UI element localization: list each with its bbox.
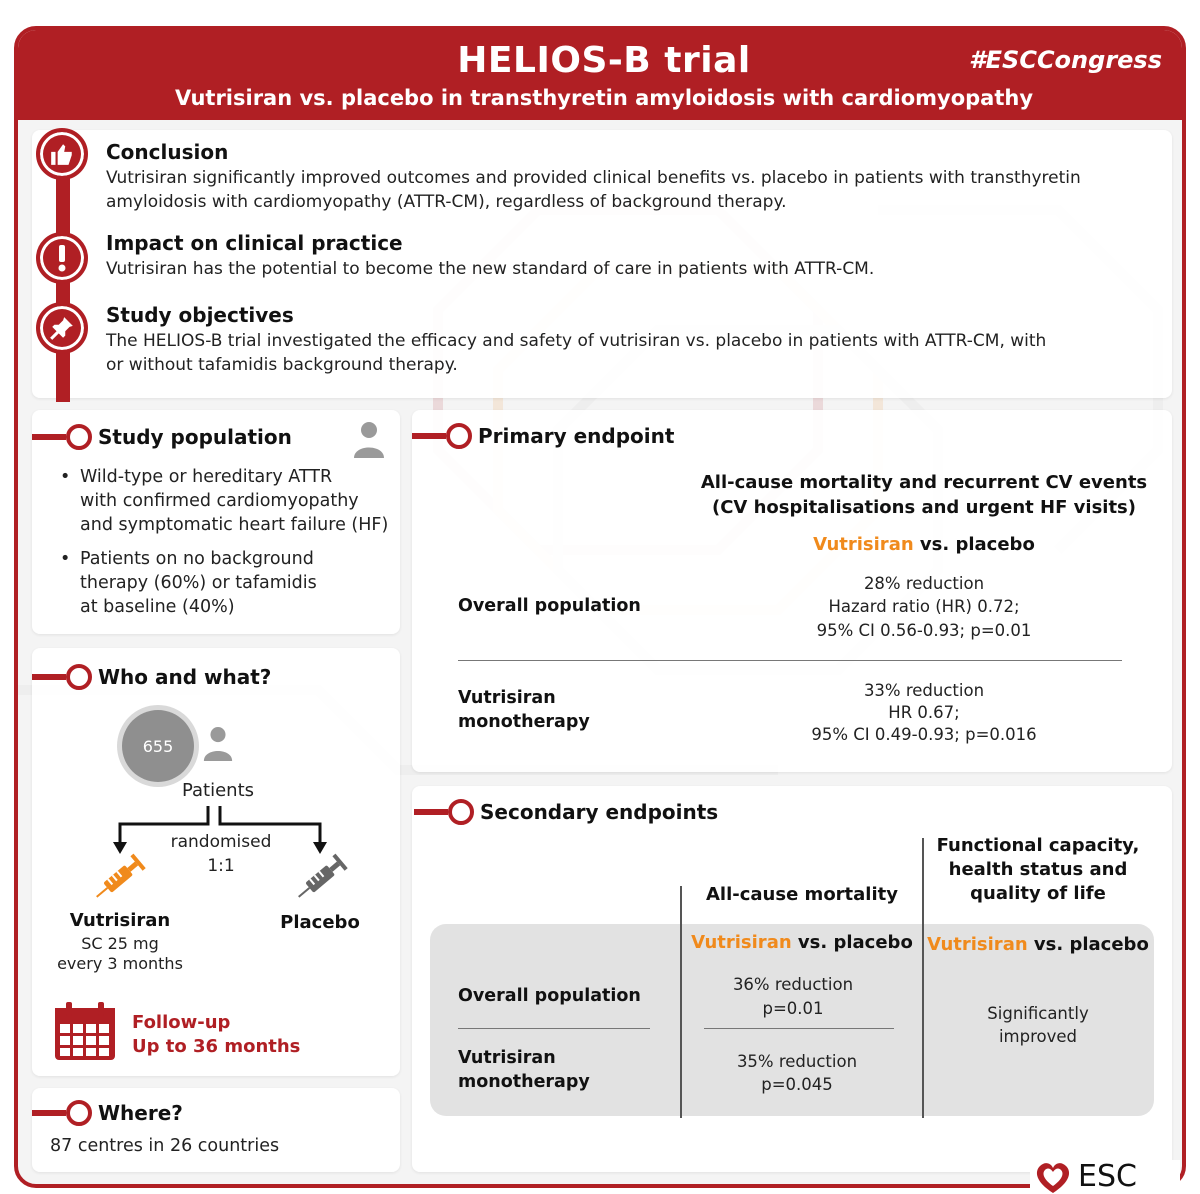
arm-vutrisiran-dose: SC 25 mg	[81, 934, 159, 953]
page-subtitle: Vutrisiran vs. placebo in transthyretin amyloidosis with cardiomyopathy	[174, 86, 1034, 110]
primary-row1-ci: 95% CI 0.56-0.93; p=0.01	[816, 621, 1032, 640]
primary-row1-label: Overall population	[458, 596, 641, 616]
primary-row1-reduction: 28% reduction	[863, 574, 985, 593]
followup-value: Up to 36 months	[132, 1036, 301, 1057]
primary-endpoint-heading: Primary endpoint	[478, 424, 675, 448]
secondary-row2-label-2: monotherapy	[458, 1072, 590, 1092]
secondary-row2-reduction: 35% reduction	[736, 1052, 858, 1071]
exclamation-icon	[36, 232, 88, 284]
calendar-icon	[52, 1000, 118, 1062]
where-heading: Where?	[98, 1101, 183, 1125]
person-icon	[352, 420, 386, 460]
secondary-col2-comparison: Vutrisiran vs. placebo	[927, 934, 1149, 955]
primary-row2-hr: HR 0.67;	[888, 703, 960, 722]
primary-comparison: Vutrisiran vs. placebo	[813, 534, 1035, 555]
objectives-heading: Study objectives	[106, 303, 294, 327]
infographic-frame	[14, 26, 1186, 1188]
study-population-heading: Study population	[98, 425, 292, 449]
syringe-icon	[292, 850, 352, 906]
person-icon	[202, 724, 234, 764]
secondary-col1-comparison: Vutrisiran vs. placebo	[691, 932, 913, 953]
pin-icon	[36, 302, 88, 354]
arm-vutrisiran-frequency: every 3 months	[57, 954, 183, 973]
patient-count: 655	[142, 736, 174, 756]
who-what-heading: Who and what?	[98, 665, 272, 689]
secondary-row1-pvalue: p=0.01	[762, 999, 824, 1018]
primary-row2-ci: 95% CI 0.49-0.93; p=0.016	[811, 725, 1037, 744]
arm-placebo-name: Placebo	[280, 912, 360, 933]
secondary-column-divider-1	[680, 886, 682, 1118]
impact-text: Vutrisiran has the potential to become the new standard of care in patients with ATTR-CM.	[106, 259, 875, 279]
primary-divider	[458, 660, 1122, 661]
secondary-col1-header: All-cause mortality	[706, 884, 898, 905]
secondary-divider-middle	[704, 1028, 894, 1029]
secondary-row1-reduction: 36% reduction	[732, 975, 854, 994]
secondary-col2-result-2: improved	[998, 1027, 1078, 1046]
secondary-col2-header-2: health status and	[948, 859, 1128, 880]
thumbs-up-icon	[36, 128, 88, 180]
primary-endpoint-definition-2: (CV hospitalisations and urgent HF visits)	[711, 497, 1136, 518]
objectives-text-2: or without tafamidis background therapy.	[106, 355, 458, 375]
primary-row2-reduction: 33% reduction	[863, 681, 985, 700]
header-banner	[18, 30, 1186, 120]
where-text: 87 centres in 26 countries	[50, 1136, 280, 1156]
who-what-header	[32, 664, 271, 690]
secondary-col2-header-3: quality of life	[970, 883, 1106, 904]
population-bullet-2: • Patients on no background therapy (60%) or tafamidis at baseline (40%)	[80, 547, 317, 619]
primary-row2-label-1: Vutrisiran	[458, 688, 556, 708]
esc-logo	[1030, 1160, 1180, 1194]
secondary-row1-label: Overall population	[458, 986, 641, 1006]
secondary-col2-result-1: Significantly	[987, 1004, 1089, 1023]
conclusion-text-1: Vutrisiran significantly improved outcomes and provided clinical benefits vs. placebo in patients with transthyretin	[106, 168, 1081, 188]
study-population-header	[32, 424, 292, 450]
patient-count-bubble	[122, 710, 194, 782]
primary-endpoint-definition-1: All-cause mortality and recurrent CV events	[700, 472, 1148, 493]
randomisation-ratio: 1:1	[207, 856, 235, 876]
secondary-row2-label-1: Vutrisiran	[458, 1048, 556, 1068]
secondary-col2-header-1: Functional capacity,	[936, 835, 1140, 856]
secondary-endpoints-heading: Secondary endpoints	[480, 800, 719, 824]
population-bullet-1: • Wild-type or hereditary ATTR with confirmed cardiomyopathy and symptomatic heart failure (HF)	[80, 465, 388, 537]
impact-heading: Impact on clinical practice	[106, 231, 403, 255]
primary-row2-label-2: monotherapy	[458, 712, 590, 732]
patients-label: Patients	[181, 780, 255, 801]
conclusion-text-2: amyloidosis with cardiomyopathy (ATTR-CM), regardless of background therapy.	[106, 192, 787, 212]
primary-endpoint-header	[412, 423, 674, 449]
secondary-row2-pvalue: p=0.045	[761, 1075, 833, 1094]
secondary-endpoints-header	[414, 799, 718, 825]
page-title: HELIOS-B trial	[457, 40, 751, 81]
conclusion-heading: Conclusion	[106, 140, 229, 164]
heart-icon	[1032, 1160, 1074, 1194]
arm-vutrisiran-name: Vutrisiran	[69, 910, 171, 931]
objectives-text-1: The HELIOS-B trial investigated the efficacy and safety of vutrisiran vs. placebo in patients with ATTR-CM, with	[106, 331, 1047, 351]
where-header	[32, 1100, 183, 1126]
secondary-divider-left	[458, 1028, 650, 1029]
esc-logo-text: ESC	[1078, 1159, 1137, 1194]
primary-row1-hr: Hazard ratio (HR) 0.72;	[828, 597, 1020, 616]
followup-label: Follow-up	[132, 1012, 231, 1033]
secondary-column-divider-2	[922, 838, 924, 1118]
hashtag: #ESCCongress	[968, 46, 1162, 74]
syringe-icon	[90, 850, 150, 906]
randomised-label: randomised	[170, 832, 272, 852]
